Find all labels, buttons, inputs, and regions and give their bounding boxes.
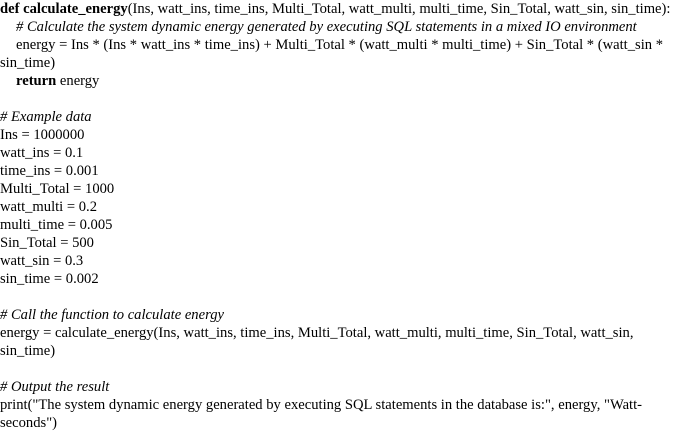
call-function-comment: # Call the function to calculate energy bbox=[0, 307, 224, 323]
blank-line bbox=[0, 360, 685, 378]
def-keyword: def bbox=[0, 1, 20, 17]
assignment-line: time_ins = 0.001 bbox=[0, 163, 99, 179]
print-line-1: print("The system dynamic energy generated by executing SQL statements in the database is:", energy, "Watt- bbox=[0, 397, 643, 413]
assignment-line: Multi_Total = 1000 bbox=[0, 181, 115, 197]
assignment-line: watt_ins = 0.1 bbox=[0, 145, 84, 161]
energy-expression-line-2: sin_time) bbox=[0, 55, 56, 71]
return-line bbox=[0, 72, 685, 90]
print-line-2: seconds") bbox=[0, 415, 58, 431]
assignment-line: watt_multi = 0.2 bbox=[0, 199, 98, 215]
output-comment: # Output the result bbox=[0, 379, 110, 395]
assignment-line: Sin_Total = 500 bbox=[0, 235, 94, 251]
function-params: (Ins, watt_ins, time_ins, Multi_Total, watt_multi, multi_time, Sin_Total, watt_sin, sin_time): bbox=[127, 1, 671, 17]
return-keyword: return bbox=[16, 73, 57, 89]
blank-line bbox=[0, 288, 685, 306]
function-name: calculate_energy bbox=[23, 1, 128, 17]
function-definition-line bbox=[0, 0, 685, 18]
example-data-comment: # Example data bbox=[0, 109, 92, 125]
return-value: energy bbox=[56, 73, 100, 89]
assignment-line: Ins = 1000000 bbox=[0, 127, 85, 143]
blank-line bbox=[0, 90, 685, 108]
assignment-line: sin_time = 0.002 bbox=[0, 271, 99, 287]
call-line-2: sin_time) bbox=[0, 343, 56, 359]
function-comment: # Calculate the system dynamic energy generated by executing SQL statements in a mixed IO environment bbox=[16, 19, 637, 35]
assignment-line: multi_time = 0.005 bbox=[0, 217, 113, 233]
assignment-line: watt_sin = 0.3 bbox=[0, 253, 84, 269]
energy-expression-line-1: energy = Ins * (Ins * watt_ins * time_ins) + Multi_Total * (watt_multi * multi_time) + Sin_Total * (watt_sin * bbox=[16, 37, 664, 53]
call-line-1: energy = calculate_energy(Ins, watt_ins, time_ins, Multi_Total, watt_multi, multi_time, Sin_Total, watt_sin, bbox=[0, 325, 634, 341]
